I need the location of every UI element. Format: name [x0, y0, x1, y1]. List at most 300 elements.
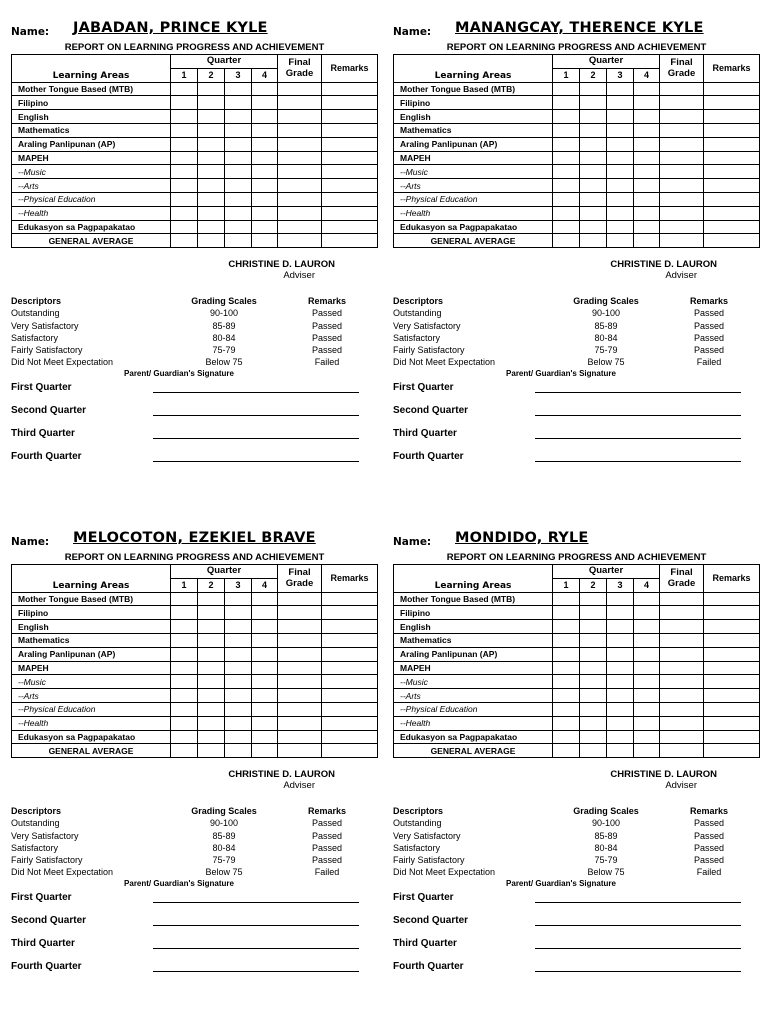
header-quarter-2: 2	[580, 578, 607, 592]
learning-area-label: GENERAL AVERAGE	[394, 234, 553, 248]
learning-area-row	[12, 606, 378, 620]
quarter-grade-cell	[171, 633, 198, 647]
grading-scale-item: Below 75	[205, 867, 243, 878]
quarter-grade-cell	[225, 192, 252, 206]
final-grade-cell	[660, 82, 704, 96]
quarter-grade-cell	[634, 730, 660, 744]
remarks-item: Passed	[693, 308, 725, 319]
signature-row	[393, 957, 759, 980]
quarter-grade-cell	[198, 110, 225, 124]
quarter-label: Second Quarter	[393, 915, 469, 927]
report-card-3	[11, 530, 377, 980]
final-grade-cell	[278, 633, 322, 647]
final-grade-cell	[660, 689, 704, 703]
quarter-grade-cell	[580, 647, 607, 661]
final-grade-cell	[278, 123, 322, 137]
quarter-grade-cell	[198, 165, 225, 179]
quarter-grade-cell	[607, 206, 634, 220]
signature-row	[11, 911, 377, 934]
grading-scale-column	[561, 295, 651, 368]
report-card-1	[11, 20, 377, 470]
quarter-grade-cell	[198, 592, 225, 606]
quarter-grade-cell	[171, 661, 198, 675]
quarter-grade-cell	[198, 730, 225, 744]
learning-area-label: Filipino	[12, 96, 171, 110]
quarter-grade-cell	[252, 730, 278, 744]
report-title: REPORT ON LEARNING PROGRESS AND ACHIEVEMENT	[446, 552, 707, 563]
quarter-grade-cell	[580, 633, 607, 647]
descriptor-item: Outstanding	[11, 308, 60, 319]
header-quarter-2: 2	[580, 68, 607, 82]
descriptor-item: Did Not Meet Expectation	[393, 357, 496, 368]
quarter-grade-cell	[553, 151, 580, 165]
final-grade-cell	[278, 234, 322, 248]
grading-scale-item: 90-100	[209, 818, 239, 829]
remarks-header: Remarks	[307, 296, 347, 307]
quarter-grade-cell	[607, 110, 634, 124]
quarter-label: First Quarter	[393, 892, 454, 904]
report-title: REPORT ON LEARNING PROGRESS AND ACHIEVEMENT	[64, 552, 325, 563]
quarter-grade-cell	[580, 165, 607, 179]
quarter-grade-cell	[553, 661, 580, 675]
adviser-name: CHRISTINE D. LAURON	[610, 769, 717, 781]
grading-scale-column	[179, 295, 269, 368]
header-quarter-1: 1	[553, 578, 580, 592]
quarter-grade-cell	[198, 151, 225, 165]
adviser-name: CHRISTINE D. LAURON	[610, 259, 717, 271]
remarks-cell	[704, 633, 760, 647]
quarter-grade-cell	[225, 702, 252, 716]
quarter-grade-cell	[553, 137, 580, 151]
quarter-label: Third Quarter	[393, 428, 457, 440]
signature-line	[535, 971, 741, 972]
quarter-grade-cell	[225, 661, 252, 675]
quarter-grade-cell	[580, 689, 607, 703]
learning-area-row	[12, 179, 378, 193]
signature-line	[535, 948, 741, 949]
final-grade-cell	[278, 702, 322, 716]
header-learning-areas: Learning Areas	[12, 55, 171, 83]
final-grade-cell	[660, 647, 704, 661]
quarter-grade-cell	[634, 165, 660, 179]
quarter-grade-cell	[225, 179, 252, 193]
quarter-grade-cell	[225, 110, 252, 124]
quarter-grade-cell	[553, 744, 580, 758]
final-grade-cell	[278, 620, 322, 634]
report-title: REPORT ON LEARNING PROGRESS AND ACHIEVEMENT	[446, 42, 707, 53]
adviser-role: Adviser	[283, 270, 315, 282]
remarks-cell	[322, 165, 378, 179]
quarter-grade-cell	[171, 592, 198, 606]
adviser-role: Adviser	[283, 780, 315, 792]
quarter-grade-cell	[607, 689, 634, 703]
remarks-cell	[704, 179, 760, 193]
final-grade-cell	[278, 192, 322, 206]
header-quarter-3: 3	[607, 68, 634, 82]
grading-scale-item: 75-79	[594, 344, 618, 355]
final-grade-cell	[278, 647, 322, 661]
learning-area-label: --Arts	[12, 179, 171, 193]
descriptor-item: Fairly Satisfactory	[393, 854, 465, 865]
learning-area-row	[394, 647, 760, 661]
learning-area-row	[394, 234, 760, 248]
learning-area-label: Araling Panlipunan (AP)	[394, 647, 553, 661]
header-remarks: Remarks	[322, 565, 378, 593]
quarter-grade-cell	[225, 220, 252, 234]
remarks-cell	[704, 82, 760, 96]
quarter-grade-cell	[553, 592, 580, 606]
quarter-grade-cell	[553, 606, 580, 620]
learning-area-row	[12, 633, 378, 647]
quarter-grade-cell	[225, 137, 252, 151]
remarks-cell	[704, 675, 760, 689]
header-quarter-1: 1	[171, 578, 198, 592]
signature-row	[393, 447, 759, 470]
learning-area-label: GENERAL AVERAGE	[394, 744, 553, 758]
quarter-grade-cell	[171, 110, 198, 124]
quarter-grade-cell	[553, 82, 580, 96]
grading-scale-item: 85-89	[594, 320, 618, 331]
descriptor-item: Did Not Meet Expectation	[11, 867, 114, 878]
quarter-grade-cell	[553, 123, 580, 137]
remarks-item: Passed	[311, 332, 343, 343]
descriptor-item: Satisfactory	[11, 842, 59, 853]
grading-scale-header: Grading Scales	[573, 806, 639, 817]
quarter-grade-cell	[225, 689, 252, 703]
quarter-grade-cell	[580, 220, 607, 234]
learning-area-label: Mathematics	[12, 633, 171, 647]
name-row	[393, 20, 759, 42]
quarter-grade-cell	[634, 689, 660, 703]
signature-line	[153, 438, 359, 439]
quarter-grade-cell	[252, 744, 278, 758]
remarks-cell	[704, 702, 760, 716]
quarter-grade-cell	[252, 716, 278, 730]
remarks-cell	[322, 675, 378, 689]
quarter-grade-cell	[607, 702, 634, 716]
signature-row	[11, 401, 377, 424]
final-grade-cell	[278, 689, 322, 703]
header-quarter: Quarter	[553, 565, 660, 579]
grading-scale-header: Grading Scales	[573, 296, 639, 307]
quarter-grade-cell	[580, 730, 607, 744]
remarks-item: Failed	[696, 867, 722, 878]
remarks-cell	[704, 661, 760, 675]
quarter-grade-cell	[553, 234, 580, 248]
final-grade-cell	[278, 165, 322, 179]
quarter-grade-cell	[634, 96, 660, 110]
quarter-grade-cell	[252, 192, 278, 206]
quarter-grade-cell	[607, 675, 634, 689]
final-grade-cell	[660, 96, 704, 110]
learning-area-row	[12, 675, 378, 689]
quarter-grade-cell	[607, 123, 634, 137]
descriptor-item: Fairly Satisfactory	[393, 344, 465, 355]
learning-area-label: Edukasyon sa Pagpapakatao	[394, 220, 553, 234]
final-grade-cell	[660, 151, 704, 165]
learning-area-label: GENERAL AVERAGE	[12, 744, 171, 758]
learning-area-label: English	[394, 620, 553, 634]
quarter-grade-cell	[171, 716, 198, 730]
learning-area-label: Mother Tongue Based (MTB)	[394, 592, 553, 606]
quarter-label: First Quarter	[11, 382, 72, 394]
quarter-grade-cell	[225, 744, 252, 758]
learning-area-row	[12, 110, 378, 124]
signature-row	[11, 378, 377, 401]
remarks-column	[679, 805, 739, 878]
descriptor-item: Fairly Satisfactory	[11, 344, 83, 355]
learning-area-label: Edukasyon sa Pagpapakatao	[12, 730, 171, 744]
signature-line	[535, 925, 741, 926]
learning-area-label: Filipino	[394, 606, 553, 620]
adviser-role: Adviser	[665, 780, 697, 792]
quarter-grade-cell	[171, 606, 198, 620]
quarter-grade-cell	[580, 96, 607, 110]
quarter-grade-cell	[171, 730, 198, 744]
final-grade-cell	[660, 744, 704, 758]
quarter-grade-cell	[198, 744, 225, 758]
quarter-grade-cell	[225, 730, 252, 744]
quarter-grade-cell	[607, 96, 634, 110]
header-quarter: Quarter	[553, 55, 660, 69]
grading-scale-item: Below 75	[205, 357, 243, 368]
descriptors-block	[393, 805, 759, 878]
quarter-grade-cell	[198, 234, 225, 248]
grading-scale-column	[179, 805, 269, 878]
remarks-cell	[322, 234, 378, 248]
remarks-item: Passed	[311, 854, 343, 865]
quarter-grade-cell	[553, 689, 580, 703]
grading-scale-item: 75-79	[212, 854, 236, 865]
quarter-grade-cell	[634, 206, 660, 220]
quarter-grade-cell	[252, 620, 278, 634]
learning-area-label: MAPEH	[12, 151, 171, 165]
quarter-grade-cell	[580, 606, 607, 620]
quarter-grade-cell	[580, 151, 607, 165]
quarter-label: Fourth Quarter	[11, 961, 82, 973]
learning-area-label: --Music	[394, 165, 553, 179]
learning-area-row	[394, 192, 760, 206]
quarter-grade-cell	[225, 234, 252, 248]
remarks-cell	[704, 620, 760, 634]
quarter-grade-cell	[634, 220, 660, 234]
remarks-cell	[704, 592, 760, 606]
remarks-cell	[704, 689, 760, 703]
quarter-grade-cell	[634, 592, 660, 606]
learning-area-row	[12, 730, 378, 744]
header-learning-areas: Learning Areas	[12, 565, 171, 593]
quarter-grade-cell	[198, 123, 225, 137]
learning-area-label: English	[394, 110, 553, 124]
quarter-grade-cell	[634, 179, 660, 193]
final-grade-cell	[660, 633, 704, 647]
learning-area-row	[394, 165, 760, 179]
quarter-grade-cell	[553, 110, 580, 124]
final-grade-cell	[278, 675, 322, 689]
learning-area-label: --Arts	[394, 179, 553, 193]
final-grade-cell	[660, 592, 704, 606]
learning-area-row	[394, 702, 760, 716]
remarks-item: Failed	[696, 357, 722, 368]
quarter-grade-cell	[252, 137, 278, 151]
quarter-grade-cell	[225, 647, 252, 661]
learning-area-row	[12, 620, 378, 634]
quarter-grade-cell	[580, 592, 607, 606]
grading-scale-item: 85-89	[212, 830, 236, 841]
quarter-grade-cell	[171, 82, 198, 96]
learning-area-label: Araling Panlipunan (AP)	[12, 137, 171, 151]
quarter-grade-cell	[634, 123, 660, 137]
remarks-cell	[322, 661, 378, 675]
learning-area-row	[394, 220, 760, 234]
final-grade-cell	[660, 716, 704, 730]
descriptor-item: Outstanding	[11, 818, 60, 829]
signature-title: Parent/ Guardian's Signature	[506, 369, 616, 379]
learning-area-label: Mathematics	[394, 123, 553, 137]
quarter-grade-cell	[171, 137, 198, 151]
learning-area-label: --Music	[12, 165, 171, 179]
signature-line	[535, 438, 741, 439]
quarter-grade-cell	[580, 620, 607, 634]
descriptor-header: Descriptors	[393, 296, 444, 307]
remarks-item: Passed	[311, 842, 343, 853]
remarks-cell	[704, 716, 760, 730]
learning-area-label: --Health	[12, 206, 171, 220]
descriptor-item: Very Satisfactory	[393, 830, 461, 841]
quarter-grade-cell	[580, 192, 607, 206]
signature-line	[153, 392, 359, 393]
final-grade-cell	[660, 206, 704, 220]
descriptor-header: Descriptors	[11, 806, 62, 817]
final-grade-cell	[278, 744, 322, 758]
quarter-grade-cell	[171, 647, 198, 661]
descriptor-item: Outstanding	[393, 818, 442, 829]
quarter-grade-cell	[198, 689, 225, 703]
quarter-grade-cell	[171, 192, 198, 206]
quarter-grade-cell	[198, 192, 225, 206]
signature-line	[153, 415, 359, 416]
learning-area-label: Araling Panlipunan (AP)	[394, 137, 553, 151]
quarter-grade-cell	[225, 82, 252, 96]
remarks-item: Passed	[311, 308, 343, 319]
learning-area-row	[394, 675, 760, 689]
learning-area-label: MAPEH	[394, 151, 553, 165]
header-quarter-4: 4	[252, 68, 278, 82]
final-grade-cell	[278, 151, 322, 165]
descriptor-column	[393, 805, 495, 878]
grades-table	[393, 54, 760, 248]
grading-scale-item: 85-89	[212, 320, 236, 331]
final-grade-cell	[660, 730, 704, 744]
student-name: MELOCOTON, EZEKIEL BRAVE	[73, 530, 316, 546]
header-final-grade: Final Grade	[660, 55, 704, 83]
quarter-grade-cell	[171, 151, 198, 165]
learning-area-label: --Health	[394, 206, 553, 220]
quarter-grade-cell	[634, 620, 660, 634]
remarks-item: Passed	[311, 818, 343, 829]
signature-row	[11, 888, 377, 911]
quarter-grade-cell	[607, 192, 634, 206]
quarter-grade-cell	[607, 661, 634, 675]
final-grade-cell	[660, 620, 704, 634]
grades-table	[11, 54, 378, 248]
quarter-grade-cell	[171, 179, 198, 193]
quarter-grade-cell	[634, 744, 660, 758]
remarks-cell	[704, 206, 760, 220]
quarter-grade-cell	[198, 633, 225, 647]
quarter-grade-cell	[553, 702, 580, 716]
quarter-grade-cell	[580, 82, 607, 96]
signature-row	[393, 934, 759, 957]
learning-area-row	[394, 110, 760, 124]
quarter-grade-cell	[634, 661, 660, 675]
final-grade-cell	[278, 110, 322, 124]
remarks-cell	[322, 96, 378, 110]
learning-area-row	[12, 96, 378, 110]
remarks-cell	[704, 220, 760, 234]
quarter-grade-cell	[553, 165, 580, 179]
header-quarter-2: 2	[198, 68, 225, 82]
learning-area-row	[394, 606, 760, 620]
learning-area-row	[12, 661, 378, 675]
descriptor-item: Very Satisfactory	[11, 830, 79, 841]
final-grade-cell	[660, 165, 704, 179]
remarks-cell	[322, 702, 378, 716]
quarter-grade-cell	[553, 647, 580, 661]
remarks-cell	[322, 592, 378, 606]
grading-scale-item: 80-84	[594, 842, 618, 853]
final-grade-cell	[660, 179, 704, 193]
learning-area-label: --Arts	[394, 689, 553, 703]
quarter-grade-cell	[225, 206, 252, 220]
signature-row	[393, 911, 759, 934]
learning-area-row	[394, 206, 760, 220]
name-label: Name:	[11, 536, 50, 548]
remarks-item: Passed	[693, 320, 725, 331]
header-quarter-3: 3	[607, 578, 634, 592]
quarter-grade-cell	[171, 620, 198, 634]
quarter-grade-cell	[634, 82, 660, 96]
quarter-grade-cell	[607, 220, 634, 234]
remarks-cell	[704, 151, 760, 165]
learning-area-row	[12, 123, 378, 137]
quarter-grade-cell	[634, 633, 660, 647]
remarks-cell	[322, 620, 378, 634]
header-final-grade: Final Grade	[660, 565, 704, 593]
header-quarter: Quarter	[171, 565, 278, 579]
descriptor-item: Very Satisfactory	[393, 320, 461, 331]
quarter-grade-cell	[553, 675, 580, 689]
learning-area-label: --Music	[12, 675, 171, 689]
final-grade-cell	[278, 137, 322, 151]
final-grade-cell	[278, 606, 322, 620]
remarks-cell	[704, 647, 760, 661]
remarks-cell	[322, 151, 378, 165]
grading-scale-item: 90-100	[591, 308, 621, 319]
student-name: MANANGCAY, THERENCE KYLE	[455, 20, 704, 36]
quarter-grade-cell	[198, 675, 225, 689]
header-quarter-3: 3	[225, 578, 252, 592]
quarter-grade-cell	[634, 716, 660, 730]
learning-area-row	[12, 689, 378, 703]
signature-row	[11, 447, 377, 470]
remarks-cell	[322, 606, 378, 620]
learning-area-label: English	[12, 620, 171, 634]
remarks-header: Remarks	[689, 806, 729, 817]
descriptors-block	[393, 295, 759, 368]
learning-area-row	[12, 592, 378, 606]
quarter-label: Third Quarter	[11, 938, 75, 950]
